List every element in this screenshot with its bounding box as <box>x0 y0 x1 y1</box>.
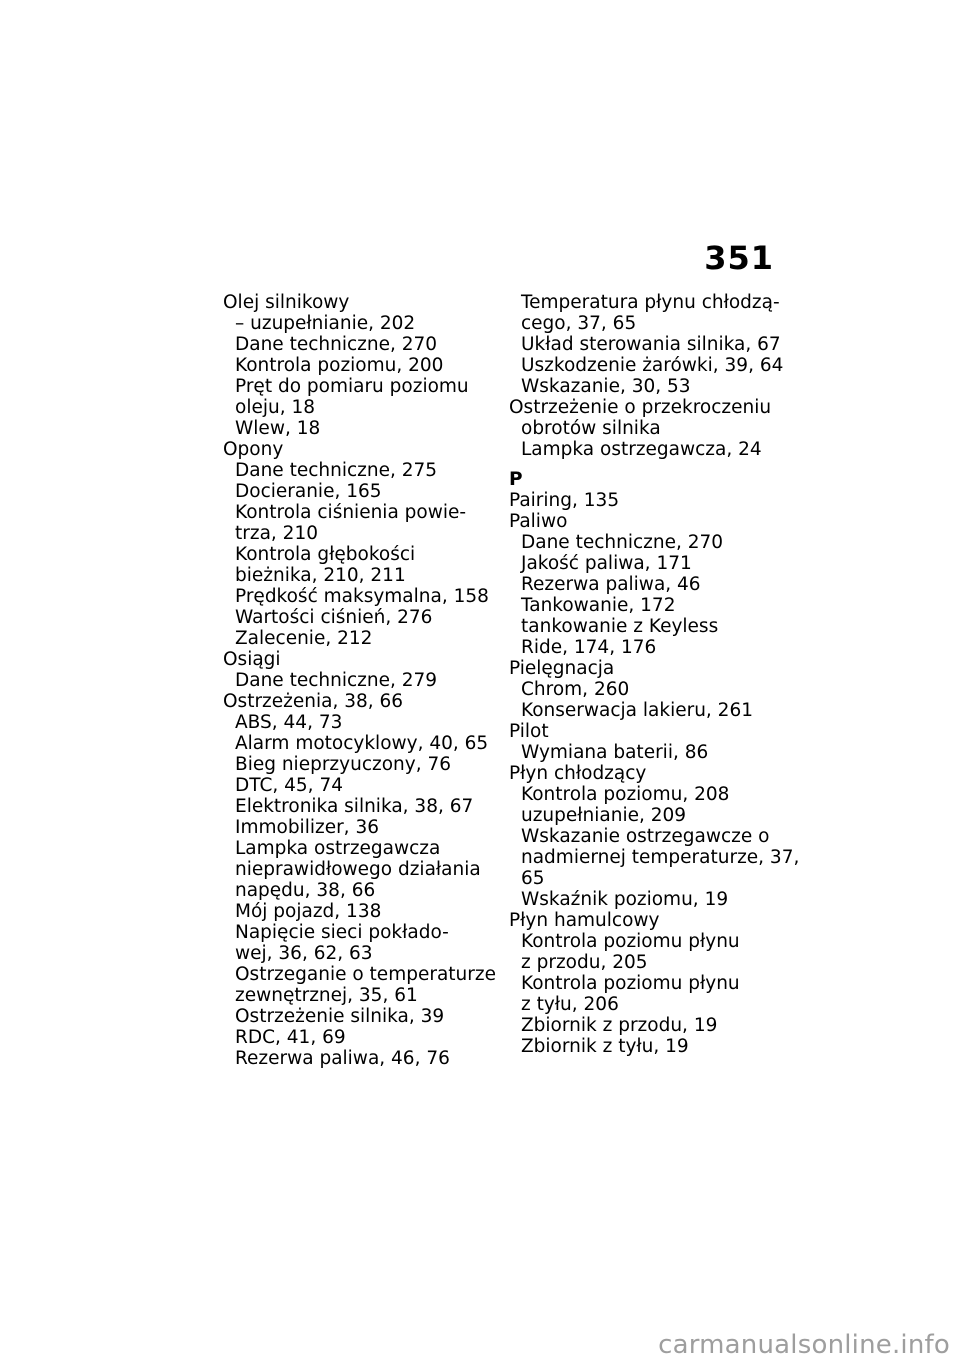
index-subentry: Lampka ostrzegawcza <box>235 838 441 859</box>
index-entry: Olej silnikowy <box>223 292 350 313</box>
index-subentry: Uszkodzenie żarówki, 39, 64 <box>521 355 784 376</box>
index-subentry: Dane techniczne, 275 <box>235 460 438 481</box>
index-entry: Pielęgnacja <box>509 658 615 679</box>
index-subentry: Pręt do pomiaru poziomu <box>235 376 469 397</box>
index-subentry: z tyłu, 206 <box>521 994 619 1015</box>
index-entry: Opony <box>223 439 284 460</box>
index-subentry: Ride, 174, 176 <box>521 637 657 658</box>
index-subentry: tankowanie z Keyless <box>521 616 719 637</box>
index-column-right <box>509 292 799 1057</box>
index-subentry: nadmiernej temperaturze, 37, <box>521 847 800 868</box>
index-subentry: ABS, 44, 73 <box>235 712 343 733</box>
index-subentry: Kontrola ciśnienia powie- <box>235 502 467 523</box>
index-subentry: Lampka ostrzegawcza, 24 <box>521 439 762 460</box>
index-subentry: wej, 36, 62, 63 <box>235 943 373 964</box>
index-subentry: Dane techniczne, 270 <box>521 532 724 553</box>
index-subentry: trza, 210 <box>235 523 318 544</box>
index-entry: Płyn chłodzący <box>509 763 647 784</box>
index-subentry: Mój pojazd, 138 <box>235 901 382 922</box>
index-subentry: nieprawidłowego działania <box>235 859 481 880</box>
index-subentry: uzupełnianie, 209 <box>521 805 687 826</box>
index-subentry: Bieg nieprzyuczony, 76 <box>235 754 451 775</box>
index-subentry: Ostrzeżenie silnika, 39 <box>235 1006 445 1027</box>
index-subentry: Wartości ciśnień, 276 <box>235 607 433 628</box>
index-subentry: DTC, 45, 74 <box>235 775 343 796</box>
index-subentry: Elektronika silnika, 38, 67 <box>235 796 474 817</box>
index-subentry: Alarm motocyklowy, 40, 65 <box>235 733 489 754</box>
index-subentry: Immobilizer, 36 <box>235 817 379 838</box>
index-subentry: Wskazanie ostrzegawcze o <box>521 826 770 847</box>
index-subentry: Kontrola głębokości <box>235 544 416 565</box>
index-entry: Pairing, 135 <box>509 490 620 511</box>
index-subentry: Wskaźnik poziomu, 19 <box>521 889 729 910</box>
index-subentry: Wymiana baterii, 86 <box>521 742 709 763</box>
index-entry: Ostrzeżenia, 38, 66 <box>223 691 404 712</box>
index-entry: Płyn hamulcowy <box>509 910 660 931</box>
index-subentry: Kontrola poziomu, 200 <box>235 355 444 376</box>
index-subentry: Wskazanie, 30, 53 <box>521 376 691 397</box>
index-subentry: Dane techniczne, 279 <box>235 670 438 691</box>
index-subentry: Docieranie, 165 <box>235 481 382 502</box>
index-subentry: Zbiornik z przodu, 19 <box>521 1015 718 1036</box>
index-subentry: Napięcie sieci pokłado- <box>235 922 449 943</box>
index-entry: Pilot <box>509 721 549 742</box>
index-subentry: 65 <box>521 868 545 889</box>
index-subentry: RDC, 41, 69 <box>235 1027 346 1048</box>
index-subentry: Kontrola poziomu, 208 <box>521 784 730 805</box>
index-subentry: obrotów silnika <box>521 418 661 439</box>
index-subentry: Prędkość maksymalna, 158 <box>235 586 489 607</box>
index-subentry: Układ sterowania silnika, 67 <box>521 334 781 355</box>
index-subentry: Jakość paliwa, 171 <box>521 553 692 574</box>
index-section-letter: P <box>509 469 523 490</box>
index-subentry: Dane techniczne, 270 <box>235 334 438 355</box>
watermark: carmanualsonline.info <box>658 1330 950 1360</box>
index-entry: Osiągi <box>223 649 281 670</box>
index-subentry: Rezerwa paliwa, 46 <box>521 574 701 595</box>
index-column-left <box>223 292 496 1069</box>
index-subentry: Ostrzeganie o temperaturze <box>235 964 496 985</box>
index-subentry: Konserwacja lakieru, 261 <box>521 700 753 721</box>
index-subentry: Zalecenie, 212 <box>235 628 373 649</box>
index-subentry: Wlew, 18 <box>235 418 321 439</box>
index-entry: Paliwo <box>509 511 568 532</box>
index-subentry: cego, 37, 65 <box>521 313 637 334</box>
page-number: 351 <box>704 239 774 277</box>
index-subentry: z przodu, 205 <box>521 952 648 973</box>
index-subentry: Zbiornik z tyłu, 19 <box>521 1036 689 1057</box>
index-subentry: Temperatura płynu chłodzą- <box>521 292 780 313</box>
index-subentry: bieżnika, 210, 211 <box>235 565 406 586</box>
index-subentry: napędu, 38, 66 <box>235 880 376 901</box>
index-subentry: Kontrola poziomu płynu <box>521 931 740 952</box>
index-subentry: – uzupełnianie, 202 <box>235 313 416 334</box>
index-subentry: oleju, 18 <box>235 397 316 418</box>
index-entry: Ostrzeżenie o przekroczeniu <box>509 397 772 418</box>
index-subentry: Tankowanie, 172 <box>521 595 676 616</box>
index-subentry: zewnętrznej, 35, 61 <box>235 985 418 1006</box>
index-subentry: Chrom, 260 <box>521 679 630 700</box>
index-subentry: Kontrola poziomu płynu <box>521 973 740 994</box>
index-subentry: Rezerwa paliwa, 46, 76 <box>235 1048 450 1069</box>
